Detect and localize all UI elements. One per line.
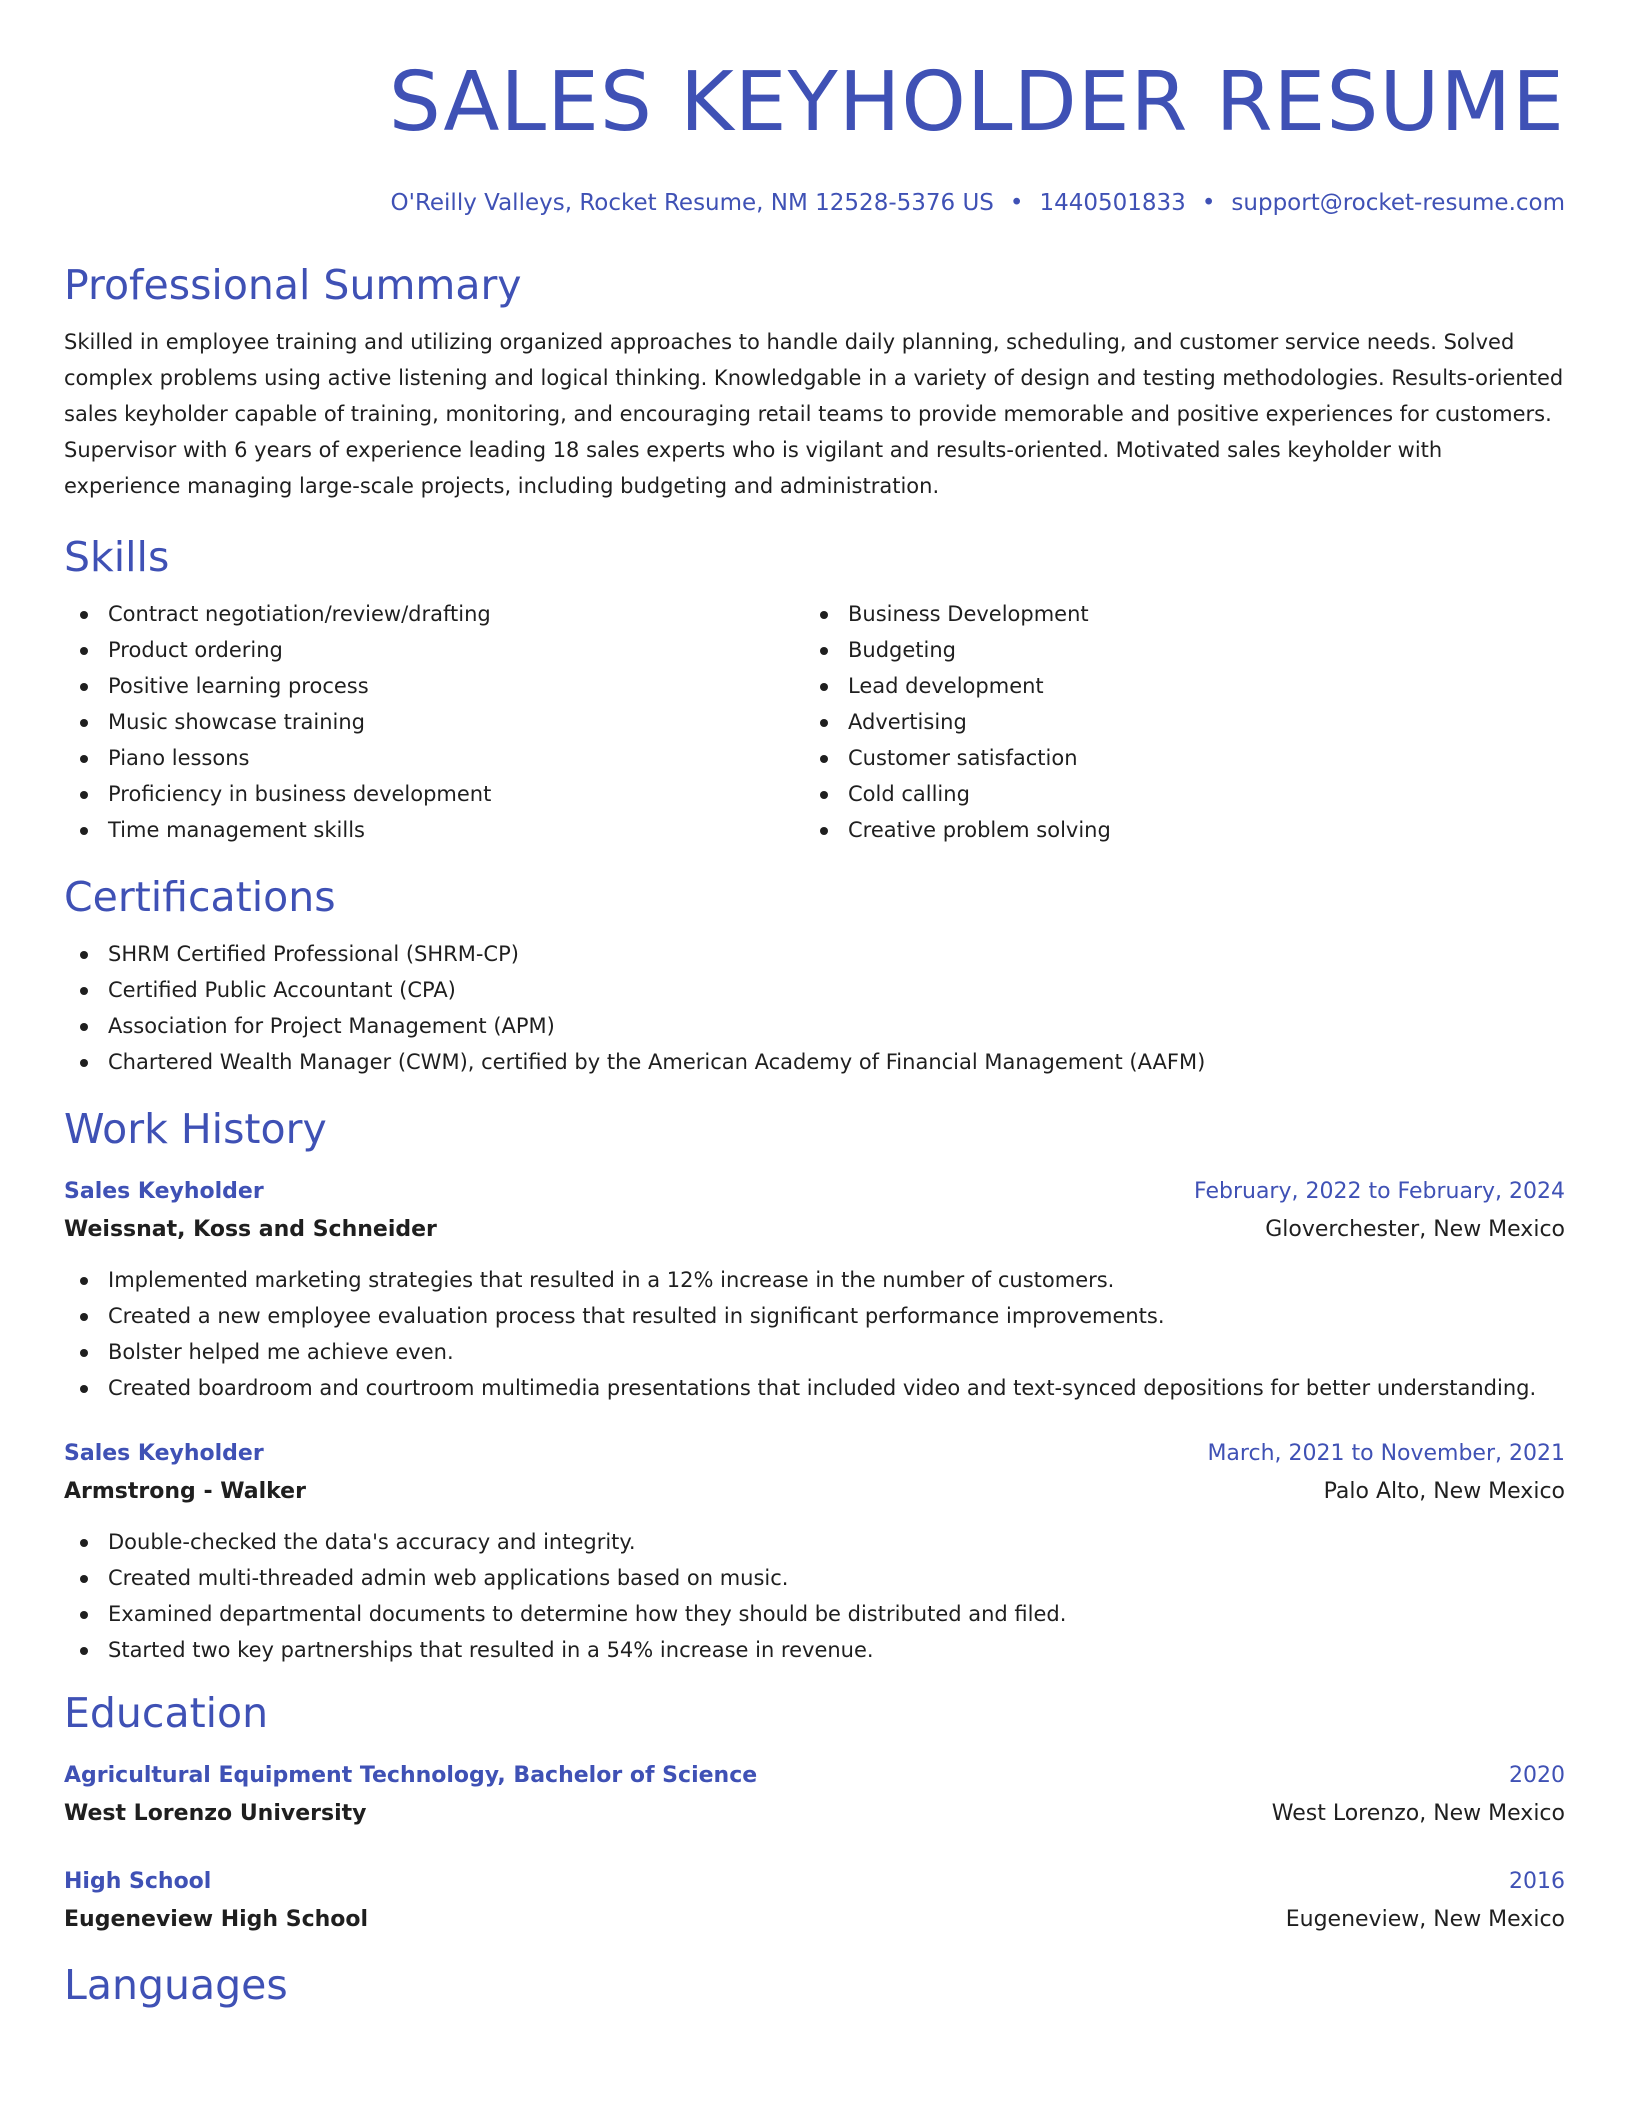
school-location: Eugeneview, New Mexico — [1285, 1907, 1565, 1932]
list-item: Cold calling — [804, 776, 1565, 812]
job-title: Sales Keyholder — [64, 1179, 264, 1204]
education-heading: Education — [64, 1689, 269, 1737]
certifications-list — [64, 936, 1565, 1080]
education-entry-header — [64, 1864, 1565, 1900]
list-item: Creative problem solving — [804, 812, 1565, 848]
skills-heading: Skills — [64, 533, 170, 581]
skills-list-left — [64, 596, 804, 848]
list-item: Time management skills — [64, 812, 804, 848]
contact-address: O'Reilly Valleys, Rocket Resume, NM 12528-5376 US — [390, 190, 994, 216]
work-entry — [64, 1436, 1565, 1668]
skills-column-left — [64, 596, 804, 848]
list-item: Contract negotiation/review/drafting — [64, 596, 804, 632]
languages-heading: Languages — [64, 1961, 288, 2009]
list-item: Piano lessons — [64, 740, 804, 776]
job-bullets — [64, 1524, 1565, 1668]
list-item: Budgeting — [804, 632, 1565, 668]
contact-email: support@rocket-resume.com — [1231, 190, 1565, 216]
list-item: SHRM Certified Professional (SHRM-CP) — [64, 936, 1565, 972]
job-dates: March, 2021 to November, 2021 — [1207, 1441, 1565, 1466]
list-item: Business Development — [804, 596, 1565, 632]
list-item: Bolster helped me achieve even. — [64, 1334, 1565, 1370]
job-title: Sales Keyholder — [64, 1441, 264, 1466]
contact-separator: • — [1009, 190, 1024, 216]
skills-column-right — [804, 596, 1565, 848]
list-item: Created boardroom and courtroom multimedia presentations that included video and text-synced depositions for better understanding. — [64, 1370, 1565, 1406]
list-item: Advertising — [804, 704, 1565, 740]
contact-separator: • — [1201, 190, 1216, 216]
school-name: West Lorenzo University — [64, 1801, 367, 1826]
work-entry — [64, 1174, 1565, 1406]
list-item: Implemented marketing strategies that resulted in a 12% increase in the number of customers. — [64, 1262, 1565, 1298]
contact-line — [64, 188, 1565, 218]
list-item: Product ordering — [64, 632, 804, 668]
company-name: Armstrong - Walker — [64, 1479, 306, 1504]
job-dates: February, 2022 to February, 2024 — [1194, 1179, 1565, 1204]
summary-heading: Professional Summary — [64, 261, 522, 309]
summary-text: Skilled in employee training and utilizing organized approaches to handle daily planning, scheduling, and customer service needs. Solved complex problems using active listening and logical thinking. Knowledgable in a variety of design and testing methodologies. Results-oriented sales keyholder capable of training, monitoring, and encouraging retail teams to provide memorable and positive experiences for customers. Supervisor with 6 years of experience leading 18 sales experts who is vigilant and results-oriented. Motivated sales keyholder with experience managing large-scale projects, including budgeting and administration. — [64, 330, 1564, 498]
degree-name: Agricultural Equipment Technology, Bachelor of Science — [64, 1763, 758, 1788]
school-name: Eugeneview High School — [64, 1907, 369, 1932]
list-item: Proficiency in business development — [64, 776, 804, 812]
list-item: Created a new employee evaluation process that resulted in significant performance improvements. — [64, 1298, 1565, 1334]
resume-title: SALES KEYHOLDER RESUME — [388, 55, 1565, 150]
list-item: Certified Public Accountant (CPA) — [64, 972, 1565, 1008]
graduation-year: 2016 — [1509, 1869, 1565, 1894]
company-name: Weissnat, Koss and Schneider — [64, 1217, 437, 1242]
job-location: Palo Alto, New Mexico — [1323, 1479, 1565, 1504]
list-item: Positive learning process — [64, 668, 804, 704]
job-bullets — [64, 1262, 1565, 1406]
education-entry — [64, 1864, 1565, 1940]
education-entry-subheader — [64, 1900, 1565, 1940]
list-item: Examined departmental documents to determine how they should be distributed and filed. — [64, 1596, 1565, 1632]
list-item: Chartered Wealth Manager (CWM), certified by the American Academy of Financial Management (AAFM) — [64, 1044, 1565, 1080]
skills-grid — [64, 596, 1565, 848]
work-entry-subheader — [64, 1472, 1565, 1512]
list-item: Lead development — [804, 668, 1565, 704]
school-location: West Lorenzo, New Mexico — [1271, 1801, 1565, 1826]
work-entry-header — [64, 1436, 1565, 1472]
work-entry-header — [64, 1174, 1565, 1210]
education-entry-header — [64, 1758, 1565, 1794]
degree-name: High School — [64, 1869, 212, 1894]
work-entry-subheader — [64, 1210, 1565, 1250]
skills-list-right — [804, 596, 1565, 848]
list-item: Created multi-threaded admin web applications based on music. — [64, 1560, 1565, 1596]
graduation-year: 2020 — [1509, 1763, 1565, 1788]
education-entry — [64, 1758, 1565, 1834]
list-item: Music showcase training — [64, 704, 804, 740]
work-history-heading: Work History — [64, 1105, 327, 1153]
job-location: Gloverchester, New Mexico — [1265, 1217, 1565, 1242]
list-item: Customer satisfaction — [804, 740, 1565, 776]
certifications-heading: Certifications — [64, 873, 336, 921]
list-item: Double-checked the data's accuracy and integrity. — [64, 1524, 1565, 1560]
list-item: Association for Project Management (APM) — [64, 1008, 1565, 1044]
education-entry-subheader — [64, 1794, 1565, 1834]
list-item: Started two key partnerships that resulted in a 54% increase in revenue. — [64, 1632, 1565, 1668]
contact-phone: 1440501833 — [1039, 190, 1186, 216]
